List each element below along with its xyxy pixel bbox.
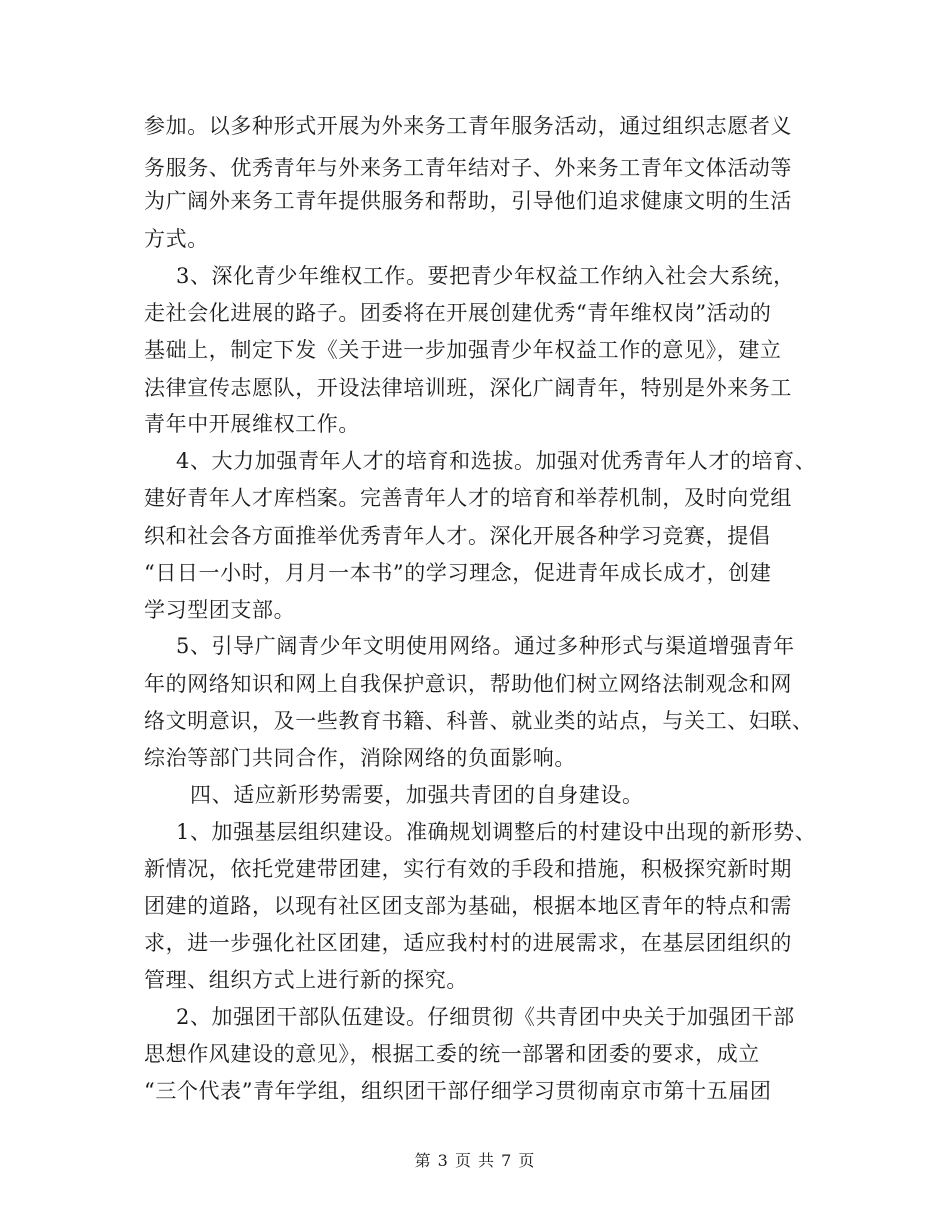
text-line: 基础上，制定下发《关于进一步加强青少年权益工作的意见》，建立 bbox=[144, 338, 782, 362]
paragraph-start-line: 1、加强基层组织建设。准确规划调整后的村建设中出现的新形势、 bbox=[176, 820, 817, 844]
text-line: 法律宣传志愿队，开设法律培训班，深化广阔青年，特别是外来务工 bbox=[144, 376, 792, 400]
text-line: 走社会化进展的路子。团委将在开展创建优秀“青年维权岗”活动的 bbox=[144, 301, 772, 325]
text-line: 管理、组织方式上进行新的探究。 bbox=[144, 968, 468, 992]
text-line: 为广阔外来务工青年提供服务和帮助，引导他们追求健康文明的生活 bbox=[144, 189, 792, 213]
paragraph-start-line: 4、大力加强青年人才的培育和选拔。加强对优秀青年人才的培育、 bbox=[176, 449, 817, 473]
text-line: 络文明意识，及一些教育书籍、科普、就业类的站点，与关工、妇联、 bbox=[144, 709, 814, 733]
text-line: 学习型团支部。 bbox=[144, 598, 296, 622]
text-line: 青年中开展维权工作。 bbox=[144, 412, 360, 436]
text-line: 参加。以多种形式开展为外来务工青年服务活动，通过组织志愿者义 bbox=[144, 114, 792, 138]
text-line: “日日一小时，月月一本书”的学习理念，促进青年成长成才，创建 bbox=[144, 561, 772, 585]
text-line: 思想作风建设的意见》，根据工委的统一部署和团委的要求，成立 bbox=[144, 1042, 760, 1066]
text-line: 团建的道路，以现有社区团支部为基础，根据本地区青年的特点和需 bbox=[144, 894, 792, 918]
text-line: 建好青年人才库档案。完善青年人才的培育和举荐机制，及时向党组 bbox=[144, 486, 792, 510]
paragraph-start-line: 3、深化青少年维权工作。要把青少年权益工作纳入社会大系统， bbox=[176, 264, 795, 288]
text-line: 织和社会各方面推举优秀青年人才。深化开展各种学习竞赛，提倡 bbox=[144, 524, 771, 548]
page-footer: 第 3 页 共 7 页 bbox=[414, 1151, 536, 1170]
text-line: 年的网络知识和网上自我保护意识，帮助他们树立网络法制观念和网 bbox=[144, 672, 792, 696]
text-line: 方式。 bbox=[144, 227, 209, 251]
text-line: 务服务、优秀青年与外来务工青年结对子、外来务工青年文体活动等 bbox=[144, 156, 792, 180]
text-line: “三个代表”青年学组，组织团干部仔细学习贯彻南京市第十五届团 bbox=[144, 1079, 772, 1103]
text-line: 新情况，依托党建带团建，实行有效的手段和措施，积极探究新时期 bbox=[144, 857, 792, 881]
paragraph-start-line: 2、加强团干部队伍建设。仔细贯彻《共青团中央关于加强团干部 bbox=[176, 1005, 795, 1029]
text-line: 求，进一步强化社区团建，适应我村村的进展需求，在基层团组织的 bbox=[144, 931, 792, 955]
text-line: 综治等部门共同合作，消除网络的负面影响。 bbox=[144, 746, 576, 770]
section-heading: 四、适应新形势需要，加强共青团的自身建设。 bbox=[190, 783, 644, 807]
paragraph-start-line: 5、引导广阔青少年文明使用网络。通过多种形式与渠道增强青年 bbox=[176, 634, 795, 658]
